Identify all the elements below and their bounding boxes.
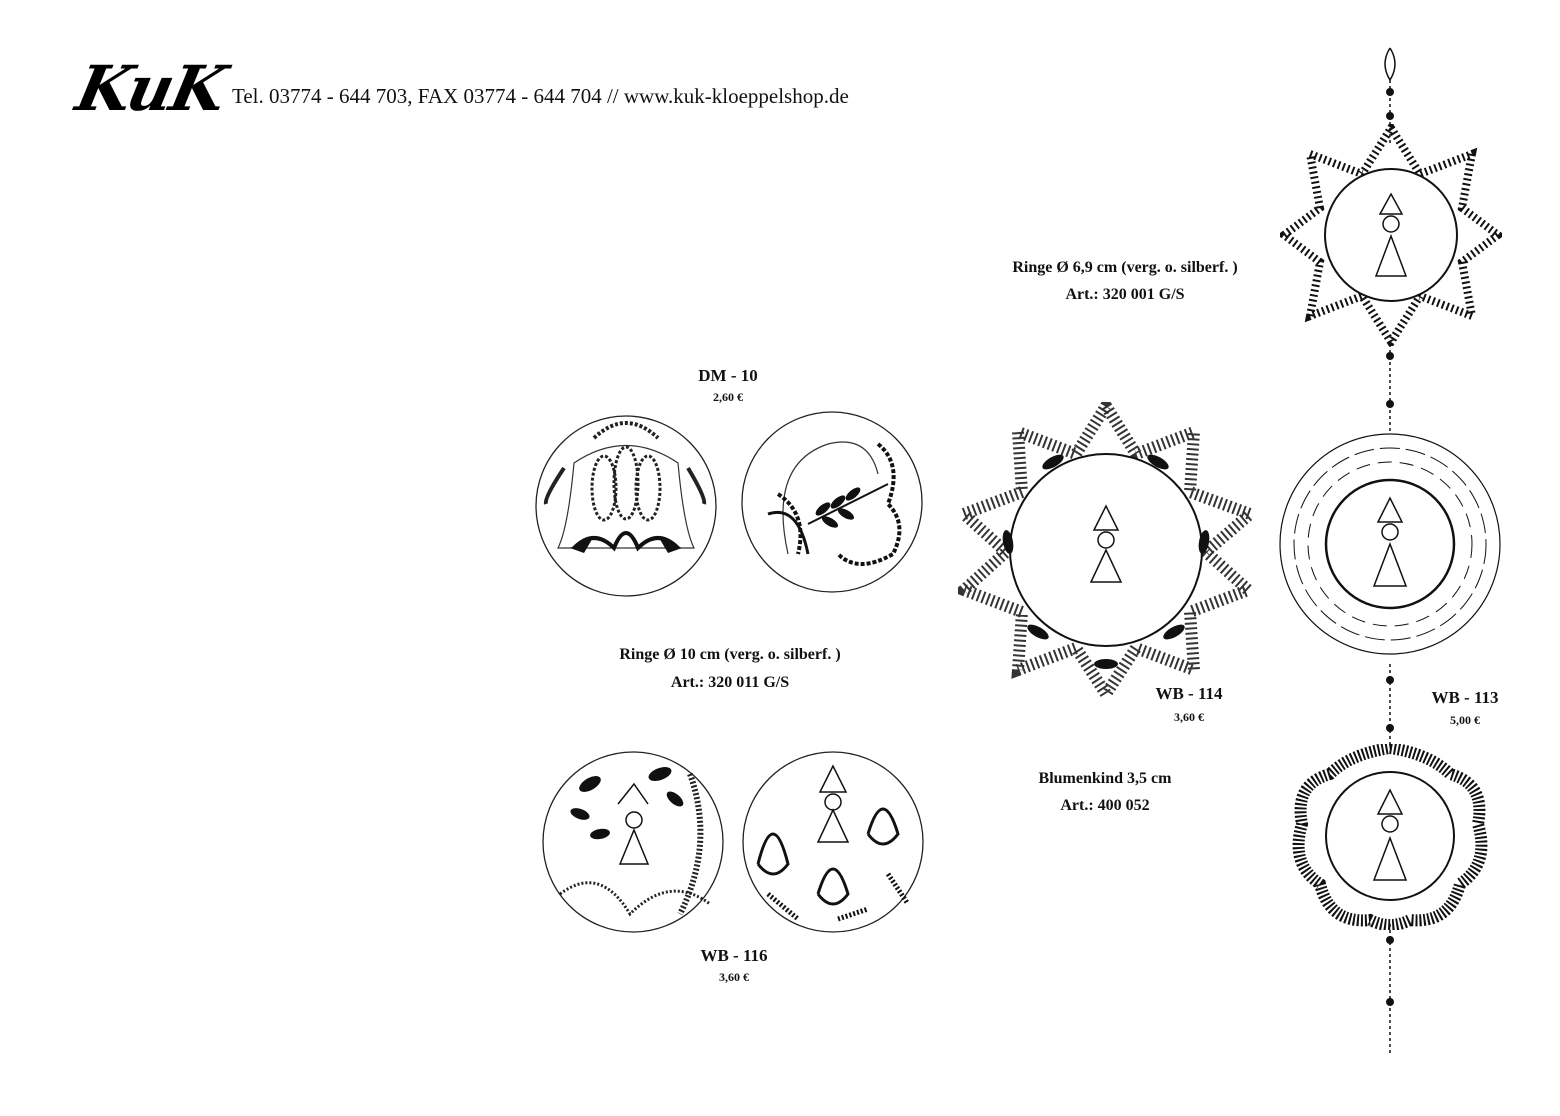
blumenkind-article: Art.: 400 052 xyxy=(1060,797,1150,814)
dm10-code: DM - 10 xyxy=(698,366,758,385)
wb114-star-lace-illustration xyxy=(958,402,1254,698)
ring-small-article: Art.: 320 001 G/S xyxy=(1065,286,1185,303)
wb114-price: 3,60 € xyxy=(1174,710,1204,724)
dm10-bell-lace-illustration xyxy=(534,408,718,604)
top-flower-lace-illustration xyxy=(1280,124,1502,346)
wb113-code: WB - 113 xyxy=(1431,688,1499,707)
bottom-scalloped-lace-illustration xyxy=(1290,744,1490,930)
blumenkind-title: Blumenkind 3,5 cm xyxy=(1038,770,1172,787)
ring-small-title: Ringe Ø 6,9 cm (verg. o. silberf. ) xyxy=(1012,259,1238,276)
wb116-right-lace-illustration xyxy=(738,744,928,940)
wb116-code: WB - 116 xyxy=(700,946,768,965)
contact-line: Tel. 03774 - 644 703, FAX 03774 - 644 704 // www.kuk-kloeppelshop.de xyxy=(232,84,849,108)
wb113-flower-lace-illustration xyxy=(1274,428,1506,660)
ring-large-article: Art.: 320 011 G/S xyxy=(670,674,790,691)
dm10-price: 2,60 € xyxy=(713,390,743,404)
wb116-price: 3,60 € xyxy=(719,970,749,984)
wb113-price: 5,00 € xyxy=(1450,713,1480,727)
wb114-code: WB - 114 xyxy=(1155,684,1223,703)
dm10-paisley-lace-illustration xyxy=(738,404,926,600)
wb116-left-lace-illustration xyxy=(540,744,726,940)
ring-large-title: Ringe Ø 10 cm (verg. o. silberf. ) xyxy=(619,646,841,663)
kuk-logo: KuK xyxy=(70,52,232,125)
